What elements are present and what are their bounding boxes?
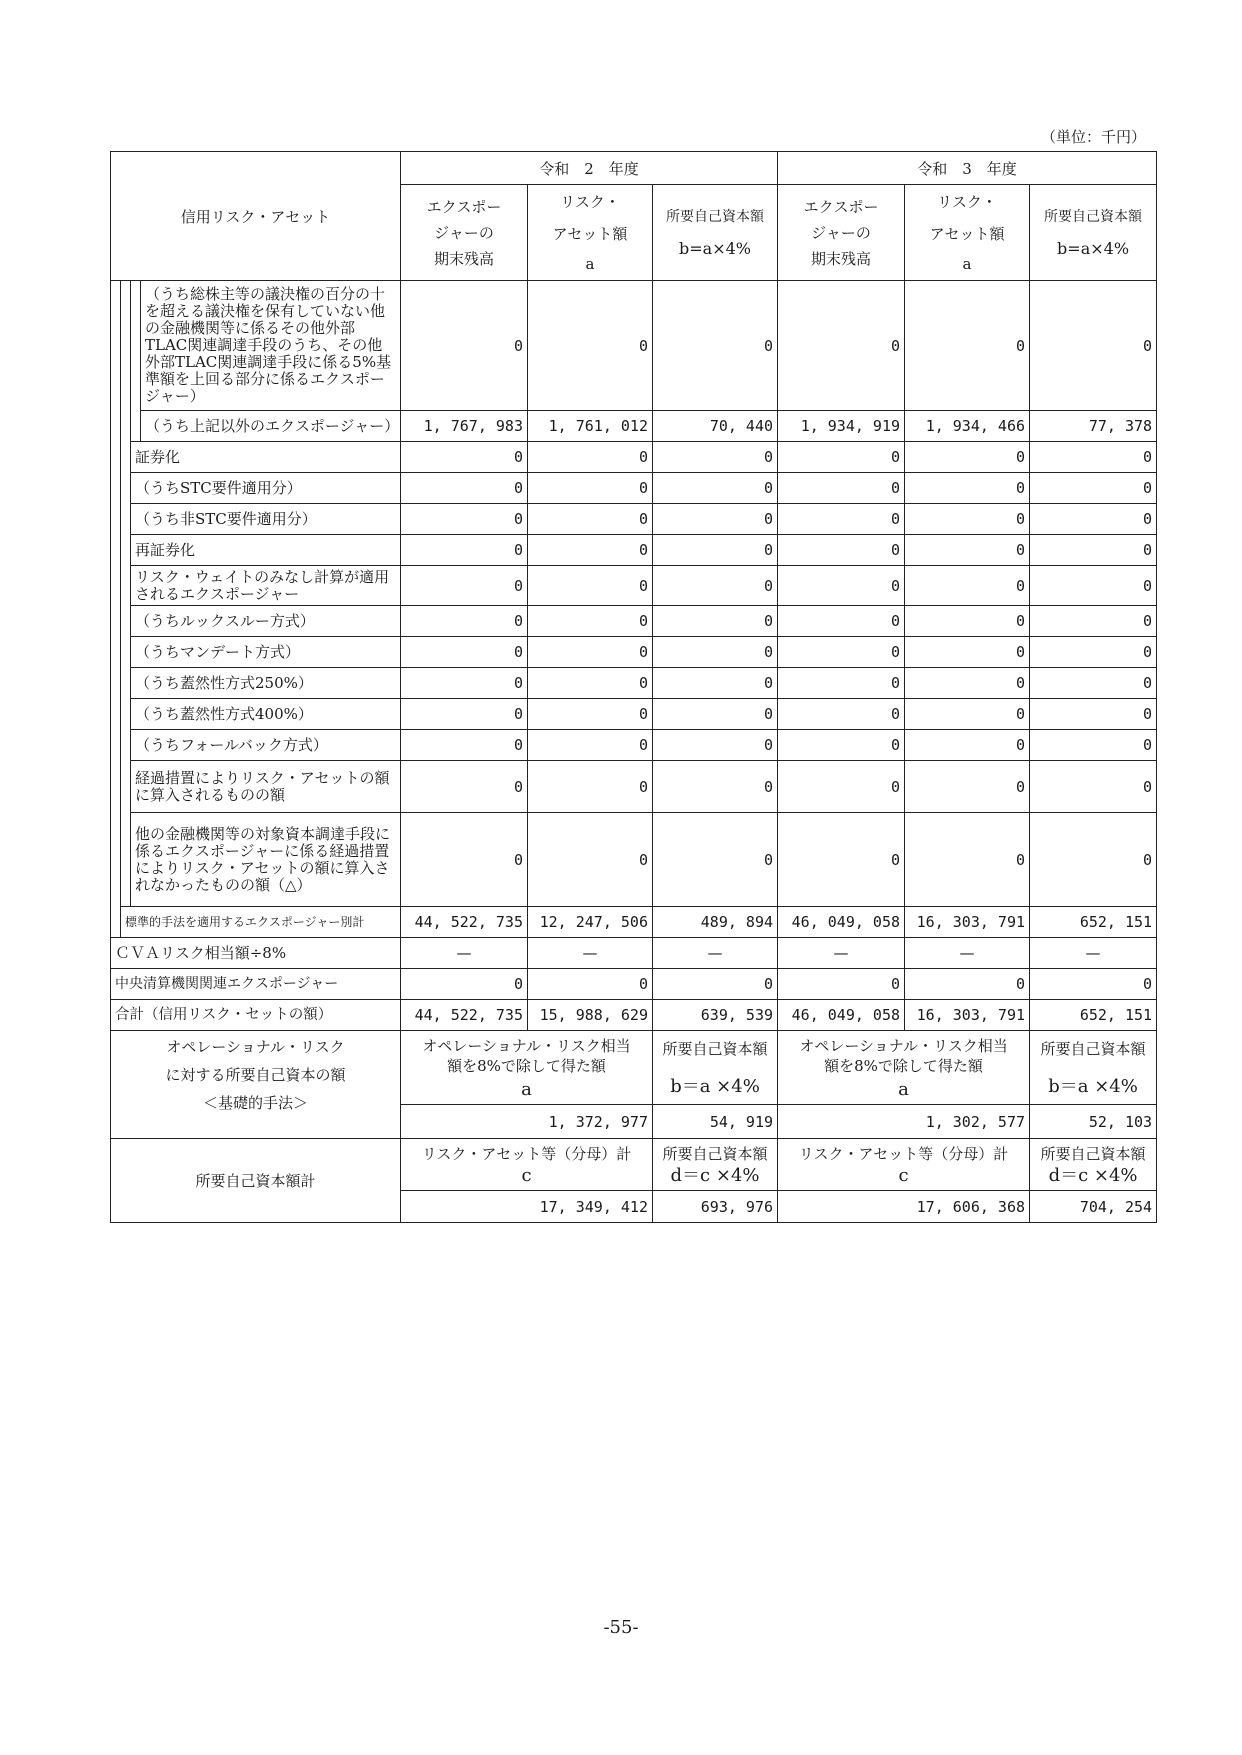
table-row xyxy=(111,907,1157,938)
row-label: （うちフォールバック方式） xyxy=(131,730,401,761)
cell-value: 0 xyxy=(401,668,528,699)
cell-value: 0 xyxy=(778,281,905,411)
total-d-header-r3: 所要自己資本額 d＝c ×4% xyxy=(1030,1139,1157,1191)
total-c-value-r2: 17, 349, 412 xyxy=(401,1191,653,1223)
cell-value: 0 xyxy=(1030,969,1157,1000)
credit-risk-asset-table xyxy=(110,151,1157,1223)
cell-value: 0 xyxy=(653,969,778,1000)
cell-value: 0 xyxy=(653,606,778,637)
table-row xyxy=(111,938,1157,969)
cell-value: 0 xyxy=(401,504,528,535)
row-label: 合計（信用リスク・セットの額） xyxy=(111,1000,401,1031)
table-row xyxy=(111,668,1157,699)
cell-value: — xyxy=(653,938,778,969)
operational-b-header-r2: 所要自己資本額 b＝a ×4% xyxy=(653,1031,778,1105)
cell-value: 0 xyxy=(905,606,1030,637)
row-label: （うちマンデート方式） xyxy=(131,637,401,668)
cell-value: 0 xyxy=(528,442,653,473)
row-label: 再証券化 xyxy=(131,535,401,566)
cell-value: 0 xyxy=(778,813,905,907)
cell-value: 0 xyxy=(528,969,653,1000)
cell-value: 0 xyxy=(401,473,528,504)
cell-value: 0 xyxy=(905,813,1030,907)
cell-value: 1, 761, 012 xyxy=(528,411,653,442)
cell-value: 0 xyxy=(653,566,778,606)
cell-value: 0 xyxy=(528,813,653,907)
cell-value: 0 xyxy=(653,473,778,504)
operational-risk-label: オペレーショナル・リスク に対する所要自己資本の額 ＜基礎的手法＞ xyxy=(111,1031,401,1139)
cell-value: 0 xyxy=(401,281,528,411)
cell-value: 0 xyxy=(1030,699,1157,730)
total-d-value-r3: 704, 254 xyxy=(1030,1191,1157,1223)
cell-value: 0 xyxy=(653,813,778,907)
row-label: （うち蓋然性方式250%） xyxy=(131,668,401,699)
cell-value: 0 xyxy=(653,637,778,668)
cell-value: 0 xyxy=(905,566,1030,606)
cell-value: — xyxy=(905,938,1030,969)
col-risk-asset-r2: リスク・ アセット額 a xyxy=(528,185,653,281)
row-label: 中央清算機関関連エクスポージャー xyxy=(111,969,401,1000)
cell-value: 0 xyxy=(528,566,653,606)
cell-value: 0 xyxy=(905,442,1030,473)
row-label: （うち蓋然性方式400%） xyxy=(131,699,401,730)
col-exposure-r3: エクスポー ジャーの 期末残高 xyxy=(778,185,905,281)
total-d-value-r2: 693, 976 xyxy=(653,1191,778,1223)
row-label: ＣＶＡリスク相当額÷8% xyxy=(111,938,401,969)
cell-value: 0 xyxy=(401,761,528,813)
cell-value: 46, 049, 058 xyxy=(778,1000,905,1031)
cell-value: — xyxy=(1030,938,1157,969)
cell-value: 16, 303, 791 xyxy=(905,907,1030,938)
cell-value: 0 xyxy=(653,668,778,699)
cell-value: 46, 049, 058 xyxy=(778,907,905,938)
cell-value: 0 xyxy=(528,473,653,504)
cell-value: 0 xyxy=(528,606,653,637)
cell-value: 1, 934, 466 xyxy=(905,411,1030,442)
cell-value: 0 xyxy=(401,535,528,566)
cell-value: 0 xyxy=(1030,566,1157,606)
cell-value: — xyxy=(778,938,905,969)
cell-value: 0 xyxy=(528,637,653,668)
cell-value: 0 xyxy=(401,969,528,1000)
cell-value: 12, 247, 506 xyxy=(528,907,653,938)
total-required-capital-label: 所要自己資本額計 xyxy=(111,1139,401,1223)
table-row xyxy=(111,535,1157,566)
col-required-capital-r3: 所要自己資本額 b=a×4% xyxy=(1030,185,1157,281)
row-label: 経過措置によりリスク・アセットの額に算入されるものの額 xyxy=(131,761,401,813)
cell-value: 0 xyxy=(905,535,1030,566)
cell-value: 0 xyxy=(401,442,528,473)
table-row xyxy=(111,813,1157,907)
cell-value: 0 xyxy=(778,504,905,535)
table-row xyxy=(111,1000,1157,1031)
unit-label: （単位：千円） xyxy=(1040,128,1146,146)
cell-value: 0 xyxy=(653,281,778,411)
cell-value: — xyxy=(528,938,653,969)
col-exposure-r2: エクスポー ジャーの 期末残高 xyxy=(401,185,528,281)
cell-value: 0 xyxy=(653,535,778,566)
table-row xyxy=(111,411,1157,442)
table-row xyxy=(111,504,1157,535)
operational-a-header-r2: オペレーショナル・リスク相当 額を8%で除して得た額 a xyxy=(401,1031,653,1105)
table-row xyxy=(111,606,1157,637)
table-row xyxy=(111,730,1157,761)
table-row xyxy=(111,281,1157,411)
cell-value: 15, 988, 629 xyxy=(528,1000,653,1031)
page-number: -55- xyxy=(603,1617,639,1638)
cell-value: 44, 522, 735 xyxy=(401,907,528,938)
cell-value: 1, 767, 983 xyxy=(401,411,528,442)
total-c-value-r3: 17, 606, 368 xyxy=(778,1191,1030,1223)
cell-value: 652, 151 xyxy=(1030,907,1157,938)
cell-value: 0 xyxy=(1030,813,1157,907)
cell-value: 0 xyxy=(905,504,1030,535)
row-label: リスク・ウェイトのみなし計算が適用されるエクスポージャー xyxy=(131,566,401,606)
row-label: 標準的手法を適用するエクスポージャー別計 xyxy=(121,907,401,938)
cell-value: 0 xyxy=(778,606,905,637)
operational-a-header-r3: オペレーショナル・リスク相当 額を8%で除して得た額 a xyxy=(778,1031,1030,1105)
cell-value: 0 xyxy=(778,730,905,761)
cell-value: 0 xyxy=(905,761,1030,813)
row-label: （うち上記以外のエクスポージャー） xyxy=(141,411,401,442)
cell-value: 70, 440 xyxy=(653,411,778,442)
cell-value: 0 xyxy=(528,730,653,761)
header-year-r3: 令和 3 年度 xyxy=(778,152,1157,185)
cell-value: 0 xyxy=(653,504,778,535)
cell-value: — xyxy=(401,938,528,969)
operational-b-value-r3: 52, 103 xyxy=(1030,1105,1157,1139)
table-row xyxy=(111,566,1157,606)
row-label: （うち総株主等の議決権の百分の十を超える議決権を保有していない他の金融機関等に係るその他外部TLAC関連調達手段のうち、その他外部TLAC関連調達手段に係る5%基準額を上回る部分に係るエクスポージャー） xyxy=(141,281,401,411)
cell-value: 0 xyxy=(653,442,778,473)
operational-a-value-r2: 1, 372, 977 xyxy=(401,1105,653,1139)
total-c-header-r2: リスク・アセット等（分母）計 c xyxy=(401,1139,653,1191)
cell-value: 0 xyxy=(528,535,653,566)
table-row xyxy=(111,442,1157,473)
cell-value: 0 xyxy=(1030,668,1157,699)
cell-value: 0 xyxy=(905,969,1030,1000)
cell-value: 0 xyxy=(1030,606,1157,637)
cell-value: 0 xyxy=(905,281,1030,411)
total-c-header-r3: リスク・アセット等（分母）計 c xyxy=(778,1139,1030,1191)
row-label: （うち非STC要件適用分） xyxy=(131,504,401,535)
cell-value: 0 xyxy=(653,730,778,761)
cell-value: 0 xyxy=(778,761,905,813)
cell-value: 0 xyxy=(1030,637,1157,668)
row-label: 証券化 xyxy=(131,442,401,473)
row-label: （うちSTC要件適用分） xyxy=(131,473,401,504)
operational-b-value-r2: 54, 919 xyxy=(653,1105,778,1139)
cell-value: 44, 522, 735 xyxy=(401,1000,528,1031)
cell-value: 0 xyxy=(401,699,528,730)
cell-value: 0 xyxy=(653,761,778,813)
header-year-r2: 令和 2 年度 xyxy=(401,152,778,185)
cell-value: 16, 303, 791 xyxy=(905,1000,1030,1031)
header-title: 信用リスク・アセット xyxy=(111,152,401,281)
cell-value: 0 xyxy=(905,730,1030,761)
cell-value: 0 xyxy=(905,473,1030,504)
table-row xyxy=(111,473,1157,504)
cell-value: 0 xyxy=(528,761,653,813)
cell-value: 0 xyxy=(1030,535,1157,566)
cell-value: 0 xyxy=(1030,442,1157,473)
operational-b-header-r3: 所要自己資本額 b＝a ×4% xyxy=(1030,1031,1157,1105)
cell-value: 652, 151 xyxy=(1030,1000,1157,1031)
cell-value: 0 xyxy=(778,637,905,668)
cell-value: 0 xyxy=(528,699,653,730)
cell-value: 0 xyxy=(778,566,905,606)
row-label: （うちルックスルー方式） xyxy=(131,606,401,637)
cell-value: 639, 539 xyxy=(653,1000,778,1031)
cell-value: 77, 378 xyxy=(1030,411,1157,442)
table-row xyxy=(111,699,1157,730)
cell-value: 0 xyxy=(401,813,528,907)
table-row xyxy=(111,969,1157,1000)
cell-value: 0 xyxy=(905,637,1030,668)
cell-value: 0 xyxy=(1030,281,1157,411)
cell-value: 0 xyxy=(778,535,905,566)
cell-value: 0 xyxy=(778,668,905,699)
cell-value: 489, 894 xyxy=(653,907,778,938)
operational-a-value-r3: 1, 302, 577 xyxy=(778,1105,1030,1139)
col-required-capital-r2: 所要自己資本額 b=a×4% xyxy=(653,185,778,281)
cell-value: 0 xyxy=(528,668,653,699)
cell-value: 0 xyxy=(401,606,528,637)
table-row xyxy=(111,761,1157,813)
cell-value: 0 xyxy=(1030,761,1157,813)
col-risk-asset-r3: リスク・ アセット額 a xyxy=(905,185,1030,281)
table-row xyxy=(111,637,1157,668)
cell-value: 0 xyxy=(528,281,653,411)
cell-value: 0 xyxy=(1030,473,1157,504)
cell-value: 0 xyxy=(401,730,528,761)
cell-value: 0 xyxy=(1030,730,1157,761)
cell-value: 0 xyxy=(401,637,528,668)
row-label: 他の金融機関等の対象資本調達手段に係るエクスポージャーに係る経過措置によりリスク・アセットの額に算入されなかったものの額（△） xyxy=(131,813,401,907)
cell-value: 0 xyxy=(778,699,905,730)
cell-value: 0 xyxy=(528,504,653,535)
cell-value: 0 xyxy=(653,699,778,730)
cell-value: 0 xyxy=(778,969,905,1000)
cell-value: 0 xyxy=(778,473,905,504)
cell-value: 0 xyxy=(905,668,1030,699)
cell-value: 0 xyxy=(401,566,528,606)
cell-value: 0 xyxy=(778,442,905,473)
cell-value: 0 xyxy=(905,699,1030,730)
cell-value: 0 xyxy=(1030,504,1157,535)
cell-value: 1, 934, 919 xyxy=(778,411,905,442)
total-d-header-r2: 所要自己資本額 d＝c ×4% xyxy=(653,1139,778,1191)
